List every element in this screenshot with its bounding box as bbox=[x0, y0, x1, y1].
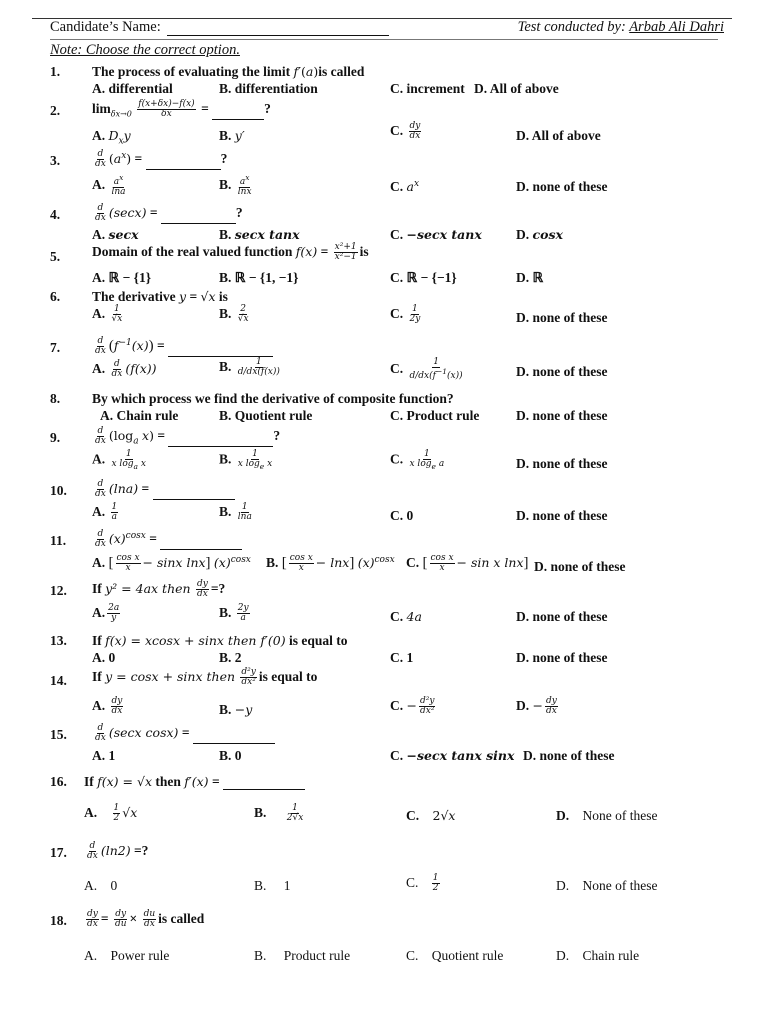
q9-option-b[interactable]: B. $\frac{1}{x \log_e x}$ bbox=[219, 449, 273, 472]
q11-option-d[interactable]: D. none of these bbox=[534, 559, 626, 574]
q12-option-b[interactable]: B. $\frac{2y}{a}$ bbox=[219, 603, 249, 624]
q11-option-b[interactable]: B. [ $\frac{\text{cos x}}{x}$ − lnx] $(x)^{cosx}$ bbox=[266, 553, 395, 574]
q16-option-b[interactable]: B. $\frac{1}{2√x}$ bbox=[254, 803, 304, 824]
q2-option-d[interactable]: D. All of above bbox=[516, 128, 601, 143]
q4-option-b[interactable]: B. secx tanx bbox=[219, 227, 300, 242]
q9-option-a[interactable]: A. $\frac{1}{x \log_a x}$ bbox=[92, 449, 146, 472]
q12-option-d[interactable]: D. none of these bbox=[516, 609, 608, 624]
q14-option-a[interactable]: A. $\frac{dy}{dx}$ bbox=[92, 696, 123, 717]
q10-option-a[interactable]: A. $\frac{1}{a}$ bbox=[92, 502, 118, 523]
q10-option-c[interactable]: C. 0 bbox=[390, 508, 414, 523]
q18-option-a[interactable]: A. Power rule bbox=[84, 948, 170, 963]
q6-option-c[interactable]: C. $\frac{1}{2y}$ bbox=[390, 304, 421, 325]
q18-option-d[interactable]: D. Chain rule bbox=[556, 948, 640, 963]
q8-option-a[interactable]: A. Chain rule bbox=[100, 408, 179, 423]
q15-option-c[interactable]: C. −secx tanx sinx bbox=[390, 748, 515, 763]
q13-option-d[interactable]: D. none of these bbox=[516, 650, 608, 665]
q2-option-c[interactable]: C. $\frac{dy}{dx}$ bbox=[390, 121, 421, 142]
q4-option-a[interactable]: A. secx bbox=[92, 227, 139, 242]
q4-option-d[interactable]: D. cosx bbox=[516, 227, 563, 242]
q2-option-a[interactable]: A. $D_xy$ bbox=[92, 128, 131, 147]
q17-option-a[interactable]: A. 0 bbox=[84, 878, 118, 893]
q16-option-d[interactable]: D. None of these bbox=[556, 808, 658, 823]
q15-option-d[interactable]: D. none of these bbox=[523, 748, 615, 763]
q14-option-c[interactable]: C. − $\frac{\text{d²y}}{\text{dx²}}$ bbox=[390, 696, 435, 717]
q14-option-b[interactable]: B. −y bbox=[219, 702, 253, 717]
q1-option-b[interactable]: B. differentiation bbox=[219, 81, 318, 96]
q12-option-a[interactable]: A. $\frac{2a}{y}$ bbox=[92, 603, 120, 624]
header bbox=[50, 19, 724, 39]
q3-option-d[interactable]: D. none of these bbox=[516, 179, 608, 194]
q17-option-d[interactable]: D. None of these bbox=[556, 878, 658, 893]
q9-option-c[interactable]: C. $\frac{1}{x \log_e a}$ bbox=[390, 449, 445, 472]
q15-option-b[interactable]: B. 0 bbox=[219, 748, 242, 763]
q18-option-c[interactable]: C. Quotient rule bbox=[406, 948, 504, 963]
q7-option-c[interactable]: C. $\frac{1}{d/dx(f^{-1}(x))}$ bbox=[390, 357, 463, 382]
candidate-name-label: Candidate’s Name: bbox=[50, 19, 389, 36]
q7-option-d[interactable]: D. none of these bbox=[516, 364, 608, 379]
q6-option-b[interactable]: B. $\frac{2}{√x}$ bbox=[219, 304, 249, 325]
q13-option-b[interactable]: B. 2 bbox=[219, 650, 242, 665]
q17-option-b[interactable]: B. 1 bbox=[254, 878, 291, 893]
q16-option-a[interactable]: A. $\frac{1}{2}$ √x bbox=[84, 803, 138, 824]
q17-option-c[interactable]: C. $\frac{1}{2}$ bbox=[406, 873, 439, 894]
q2-option-b[interactable]: B. y′ bbox=[219, 128, 245, 143]
q3-option-c[interactable]: C. $a^x$ bbox=[390, 179, 420, 195]
q15-option-a[interactable]: A. 1 bbox=[92, 748, 116, 763]
q14-option-d[interactable]: D. − $\frac{dy}{dx}$ bbox=[516, 696, 557, 717]
q11-option-c[interactable]: C. [ $\frac{\text{cos x}}{x}$ − sin x lnx] bbox=[406, 553, 529, 574]
q10-option-d[interactable]: D. none of these bbox=[516, 508, 608, 523]
q5-option-c[interactable]: C. ℝ − {−1} bbox=[390, 270, 457, 285]
q13-option-a[interactable]: A. 0 bbox=[92, 650, 116, 665]
q18-option-b[interactable]: B. Product rule bbox=[254, 948, 351, 963]
q7-option-b[interactable]: B. $\frac{1}{d/dx(f(x))}$ bbox=[219, 357, 280, 378]
q1-option-a[interactable]: A. differential bbox=[92, 81, 173, 96]
test-conducted-by: Test conducted by: Arbab Ali Dahri bbox=[517, 19, 724, 35]
header-rule bbox=[50, 39, 718, 40]
q16-option-c[interactable]: C. 2√x bbox=[406, 808, 456, 823]
q12-option-c[interactable]: C. 4a bbox=[390, 609, 422, 624]
q5-option-b[interactable]: B. ℝ − {1, −1} bbox=[219, 270, 299, 285]
candidate-name-field[interactable] bbox=[167, 21, 389, 36]
q6-option-a[interactable]: A. $\frac{1}{√x}$ bbox=[92, 304, 123, 325]
q3-option-b[interactable]: B. $\frac{a^x}{\ln x}$ bbox=[219, 173, 252, 198]
q4-option-c[interactable]: C. −secx tanx bbox=[390, 227, 482, 242]
q3-option-a[interactable]: A. $\frac{a^x}{\ln a}$ bbox=[92, 173, 126, 198]
q9-option-d[interactable]: D. none of these bbox=[516, 456, 608, 471]
q8-option-d[interactable]: D. none of these bbox=[516, 408, 608, 423]
q8-option-b[interactable]: B. Quotient rule bbox=[219, 408, 313, 423]
q13-option-c[interactable]: C. 1 bbox=[390, 650, 414, 665]
q1-option-d[interactable]: D. All of above bbox=[474, 81, 559, 96]
instruction-note: Note: Choose the correct option. bbox=[50, 42, 240, 58]
q5-option-d[interactable]: D. ℝ bbox=[516, 270, 544, 285]
q5-option-a[interactable]: A. ℝ − {1} bbox=[92, 270, 152, 285]
q10-option-b[interactable]: B. $\frac{1}{\ln a}$ bbox=[219, 502, 252, 523]
q1-option-c[interactable]: C. increment bbox=[390, 81, 465, 96]
q6-option-d[interactable]: D. none of these bbox=[516, 310, 608, 325]
q7-option-a[interactable]: A. $\frac{d}{dx}$ (f(x)) bbox=[92, 359, 157, 380]
q11-option-a[interactable]: A. [ $\frac{\text{cos x}}{x}$ − sinx lnx] $(x)^{cosx}$ bbox=[92, 553, 251, 574]
q8-option-c[interactable]: C. Product rule bbox=[390, 408, 480, 423]
teacher-name: Arbab Ali Dahri bbox=[629, 19, 724, 35]
